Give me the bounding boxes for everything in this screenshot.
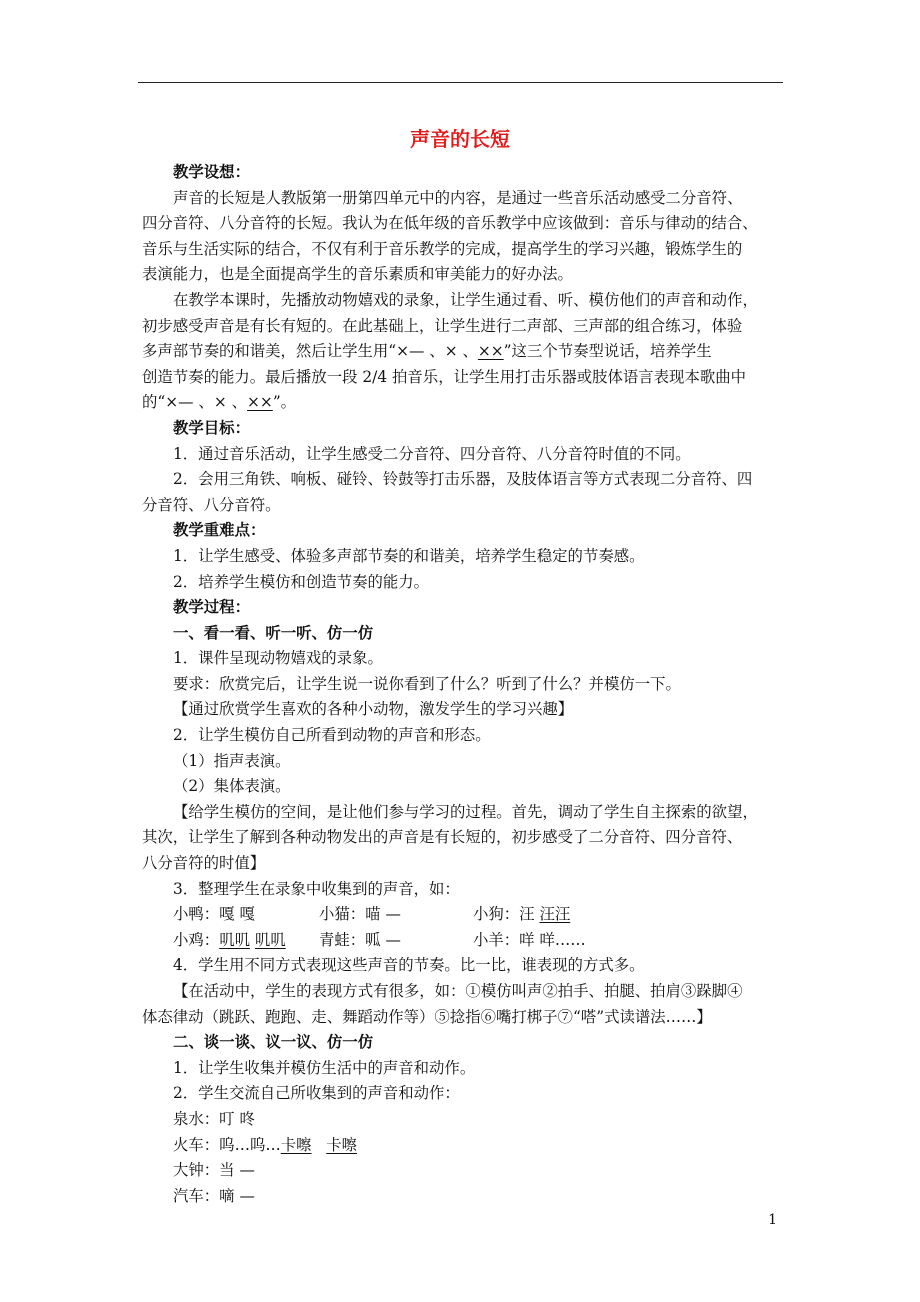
- text-run: 小狗：汪: [473, 905, 540, 924]
- sound-underlined: 卡嚓: [326, 1135, 358, 1154]
- paragraph-line: 表演能力，也是全面提高学生的音乐素质和审美能力的好办法。: [142, 265, 573, 284]
- text-run: 的“×— 、× 、: [142, 393, 248, 412]
- key-item: 1．让学生感受、体验多声部节奏的和谐美，培养学生稳定的节奏感。: [173, 546, 645, 565]
- paragraph-line: 声音的长短是人教版第一册第四单元中的内容，是通过一些音乐活动感受二分音符、: [173, 188, 743, 207]
- paragraph-line: 初步感受声音是有长有短的。在此基础上，让学生进行二声部、三声部的组合练习，体验: [142, 316, 743, 335]
- paragraph-line: [142, 390, 782, 416]
- sound-spring: 泉水：叮 咚: [173, 1109, 255, 1128]
- animal-sheep: 小羊：咩 咩……: [473, 930, 586, 949]
- rhythm-underlined: ××: [247, 393, 273, 412]
- sound-car: 汽车：嘀 —: [173, 1186, 255, 1205]
- sound-underlined: 汪汪: [539, 905, 571, 924]
- paragraph-line: [142, 339, 782, 365]
- animal-chick: [142, 928, 319, 954]
- note-line: 【通过欣赏学生喜欢的各种小动物，激发学生的学习兴趣】: [173, 700, 574, 719]
- heading-part-two: 二、谈一谈、议一议、仿一仿: [173, 1033, 374, 1052]
- paragraph-line: 音乐与生活实际的结合，不仅有利于音乐教学的完成，提高学生的学习兴趣，锻炼学生的: [142, 239, 743, 258]
- process-item: 要求：欣赏完后，让学生说一说你看到了什么？听到了什么？并模仿一下。: [173, 674, 681, 693]
- process-subitem: （2）集体表演。: [173, 777, 291, 796]
- sound-underlined: 卡嚓: [280, 1135, 312, 1154]
- sound-train: [142, 1133, 782, 1159]
- text-run: 小鸡：: [173, 930, 220, 949]
- animal-frog: 青蛙：呱 —: [319, 930, 401, 949]
- note-line: 【给学生模仿的空间，是让他们参与学习的过程。首先，调动了学生自主探索的欲望，: [173, 802, 758, 821]
- goal-item: 1．通过音乐活动，让学生感受二分音符、四分音符、八分音符时值的不同。: [173, 444, 691, 463]
- sound-underlined: 叽叽: [219, 930, 250, 949]
- animal-sounds-row: [142, 928, 782, 954]
- animal-duck: 小鸭：嘎 嘎: [173, 905, 255, 924]
- note-line: 【在活动中，学生的表现方式有很多，如：①模仿叫声②拍手、拍腿、拍肩③跺脚④: [173, 982, 743, 1000]
- process-subitem: （1）指声表演。: [173, 751, 291, 770]
- note-line: 体态律动（跳跃、跑跑、走、舞蹈动作等）⑤捻指⑥嘴打梆子⑦“嗒”式读谱法……】: [142, 1007, 712, 1026]
- heading-goals: 教学目标：: [173, 418, 250, 437]
- note-line: 其次，让学生了解到各种动物发出的声音是有长短的，初步感受了二分音符、四分音符、: [142, 828, 743, 847]
- note-line: 八分音符的时值】: [142, 854, 266, 873]
- heading-part-one: 一、看一看、听一听、仿一仿: [173, 623, 374, 642]
- page-title: 声音的长短: [410, 127, 510, 151]
- process-item: 1．课件呈现动物嬉戏的录象。: [173, 649, 383, 668]
- process-item: 4．学生用不同方式表现这些声音的节奏。比一比，谁表现的方式多。: [173, 956, 645, 975]
- heading-key-points: 教学重难点：: [173, 521, 266, 540]
- animal-cat: 小猫：喵 —: [319, 905, 401, 924]
- text-run: ”这三个节奏型说话，培养学生: [503, 342, 712, 361]
- animal-dog: [473, 902, 570, 928]
- process-item: 3．整理学生在录象中收集到的声音，如：: [173, 879, 460, 898]
- paragraph-line: 四分音符、八分音符的长短。我认为在低年级的音乐教学中应该做到：音乐与律动的结合、: [142, 214, 758, 233]
- header-rule: [138, 82, 783, 83]
- document-body: [142, 160, 782, 1209]
- heading-process: 教学过程：: [173, 598, 250, 617]
- sound-bell: 大钟：当 —: [173, 1161, 255, 1180]
- heading-design: 教学设想：: [173, 163, 250, 181]
- text-run: ”。: [272, 393, 297, 412]
- sound-underlined: 叽叽: [254, 930, 286, 949]
- process-item: 2．学生交流自己所收集到的声音和动作：: [173, 1084, 460, 1103]
- key-item: 2．培养学生模仿和创造节奏的能力。: [173, 572, 430, 591]
- goal-item: 2．会用三角铁、响板、碰铃、铃鼓等打击乐器，及肢体语言等方式表现二分音符、四: [173, 470, 753, 489]
- process-item: 1．让学生收集并模仿生活中的声音和动作。: [173, 1058, 476, 1077]
- goal-item-cont: 分音符、八分音符。: [142, 495, 281, 514]
- paragraph-line: 在教学本课时，先播放动物嬉戏的录象，让学生通过看、听、模仿他们的声音和动作，: [173, 290, 758, 309]
- page-number: 1: [768, 1212, 777, 1228]
- process-item: 2．让学生模仿自己所看到动物的声音和形态。: [173, 726, 491, 745]
- rhythm-underlined: ××: [477, 342, 504, 361]
- animal-sounds-row: [142, 902, 782, 928]
- paragraph-line: 创造节奏的能力。最后播放一段 2/4 拍音乐，让学生用打击乐器或肢体语言表现本歌曲中: [142, 367, 747, 386]
- text-run: 火车：呜…呜…: [173, 1135, 281, 1154]
- text-run: 多声部节奏的和谐美，然后让学生用“×— 、× 、: [142, 342, 478, 361]
